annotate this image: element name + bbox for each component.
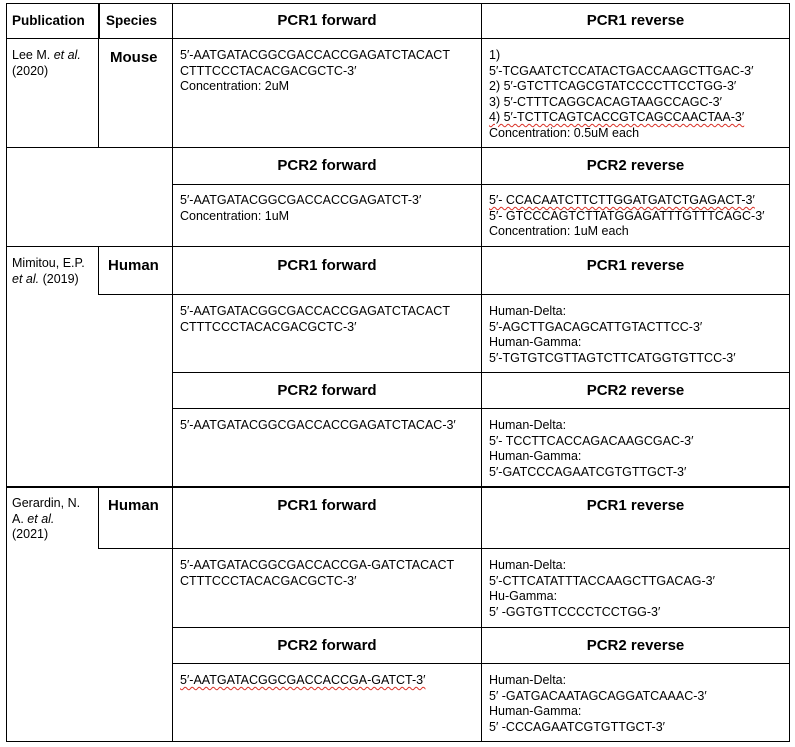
col-divider (98, 246, 99, 295)
sequence-line: 5′- GTCCCAGTCTTATGGAGATTTGTTTCAGC-3′ (489, 208, 765, 223)
row-divider (6, 147, 789, 148)
publication-author-cont: A. (12, 511, 28, 526)
table-border-top (6, 3, 789, 4)
target-label: Human-Gamma: (489, 704, 582, 718)
target-label: Human-Delta: (489, 418, 567, 432)
sequence-line: 5′- TCCTTCACCAGACAAGCGAC-3′ (489, 433, 694, 448)
species-box-bottom (98, 294, 172, 295)
subheader-pcr2-forward: PCR2 forward (277, 637, 377, 654)
sequence-line: CTTTCCCTACACGACGCTC-3′ (180, 319, 357, 334)
col-divider (98, 486, 99, 549)
row-divider (6, 246, 789, 247)
sequence-line: 5′- CCACAATCTTCTTGGATGATCTGAGACT-3′ (489, 193, 755, 207)
section-divider (6, 486, 789, 488)
concentration-text: Concentration: 0.5uM each (489, 125, 640, 140)
pcr1-forward-cell (180, 558, 454, 589)
sequence-line: 5′-TGTGTCGTTAGTCTTCATGGTGTTCC-3′ (489, 350, 736, 365)
publication-cell (12, 496, 80, 543)
table-border-left (6, 3, 7, 742)
subheader-pcr2-forward: PCR2 forward (277, 157, 377, 174)
publication-year: (2021) (12, 527, 49, 541)
publication-cell (12, 256, 85, 287)
col-divider (98, 3, 100, 39)
pcr1-reverse-cell (489, 558, 715, 620)
subheader-pcr2-forward: PCR2 forward (277, 382, 377, 399)
sequence-line: 5′-AGCTTGACAGCATTGTACTTCC-3′ (489, 319, 703, 334)
publication-author: Gerardin, N. (12, 496, 81, 510)
sequence-line: 5′-AATGATACGGCGACCACCGAGATCTACAC-3′ (180, 418, 456, 432)
sequence-line: 5′-AATGATACGGCGACCACCGAGATCTACACT (180, 304, 450, 318)
header-pcr1-reverse: PCR1 reverse (586, 12, 685, 29)
subheader-pcr1-reverse: PCR1 reverse (586, 497, 685, 514)
concentration-text: Concentration: 1uM each (489, 224, 629, 238)
publication-et-al: et al. (12, 271, 40, 286)
sequence-line: 5′ -CCCAGAATCGTGTTGCT-3′ (489, 719, 665, 734)
publication-cell (12, 48, 81, 79)
publication-year: (2020) (12, 63, 49, 78)
pcr1-forward-cell (180, 304, 450, 335)
concentration-text: Concentration: 2uM (180, 79, 290, 93)
pcr1-reverse-cell (489, 304, 736, 366)
pcr2-reverse-cell (489, 418, 693, 480)
pcr1-reverse-cell (489, 48, 753, 141)
subheader-pcr2-reverse: PCR2 reverse (586, 637, 685, 654)
sequence-line: 5′ -GATGACAATAGCAGGATCAAAC-3′ (489, 688, 707, 703)
subheader-pcr1-forward: PCR1 forward (277, 497, 377, 514)
sequence-line: 5′ -GGTGTTCCCCTCCTGG-3′ (489, 604, 661, 619)
target-label: Human-Gamma: (489, 335, 582, 349)
col-divider (98, 38, 99, 148)
col-divider (481, 3, 482, 742)
publication-author: Lee M. (12, 48, 54, 62)
sequence-line: 5′-CTTCATATTTACCAAGCTTGACAG-3′ (489, 573, 715, 588)
table-border-bottom (6, 741, 789, 742)
sequence-line: 3) 5′-CTTTCAGGCACAGTAAGCCAGC-3′ (489, 94, 722, 109)
sequence-line: 5′-GATCCCAGAATCGTGTTGCT-3′ (489, 464, 687, 479)
subheader-pcr1-reverse: PCR1 reverse (586, 257, 685, 274)
header-publication: Publication (12, 13, 85, 28)
publication-author: Mimitou, E.P. (12, 256, 85, 270)
subheader-pcr2-reverse: PCR2 reverse (586, 382, 685, 399)
subheader-pcr1-forward: PCR1 forward (277, 257, 377, 274)
sequence-line: CTTTCCCTACACGACGCTC-3′ (180, 573, 357, 588)
publication-et-al: et al. (53, 48, 81, 62)
header-species: Species (106, 13, 158, 28)
sequence-line: CTTTCCCTACACGACGCTC-3′ (180, 63, 357, 78)
pcr2-forward-cell (180, 418, 456, 434)
pcr2-forward-cell (180, 673, 425, 689)
target-label: Human-Delta: (489, 558, 567, 572)
sequence-line: 5′-AATGATACGGCGACCACCGA-GATCTACACT (180, 558, 455, 572)
species-cell: Mouse (110, 49, 158, 66)
target-label: Human-Delta: (489, 673, 567, 687)
header-pcr1-forward: PCR1 forward (277, 12, 377, 29)
pcr2-reverse-cell (489, 673, 707, 735)
sequence-line: 5′-AATGATACGGCGACCACCGAGATCTACACT (180, 48, 450, 62)
col-divider (172, 3, 173, 742)
pcr2-forward-cell (180, 193, 421, 224)
species-cell: Human (108, 257, 159, 274)
publication-year: (2019) (39, 271, 79, 286)
sequence-line: 2) 5′-GTCTTCAGCGTATCCCCTTCCTGG-3′ (489, 79, 737, 93)
subheader-pcr2-reverse: PCR2 reverse (586, 157, 685, 174)
sequence-line: 5′-AATGATACGGCGACCACCGAGATCT-3′ (180, 193, 422, 207)
sequence-line: 5′-AATGATACGGCGACCACCGA-GATCT-3′ (180, 673, 426, 687)
target-label: Hu-Gamma: (489, 589, 558, 603)
target-label: Human-Delta: (489, 304, 567, 318)
sequence-line: 5′-TCGAATCTCCATACTGACCAAGCTTGAC-3′ (489, 63, 754, 78)
pcr1-forward-cell (180, 48, 450, 95)
species-cell: Human (108, 497, 159, 514)
target-label: Human-Gamma: (489, 449, 582, 463)
species-box-bottom (98, 548, 172, 549)
header-divider (6, 38, 789, 39)
concentration-text: Concentration: 1uM (180, 208, 290, 223)
table-border-right (789, 3, 790, 742)
publication-et-al: et al. (27, 511, 55, 526)
sequence-line: 4) 5′-TCTTCAGTCACCGTCAGCCAACTAA-3′ (489, 110, 745, 124)
sequence-line: 1) (489, 48, 501, 62)
pcr2-reverse-cell (489, 193, 765, 240)
